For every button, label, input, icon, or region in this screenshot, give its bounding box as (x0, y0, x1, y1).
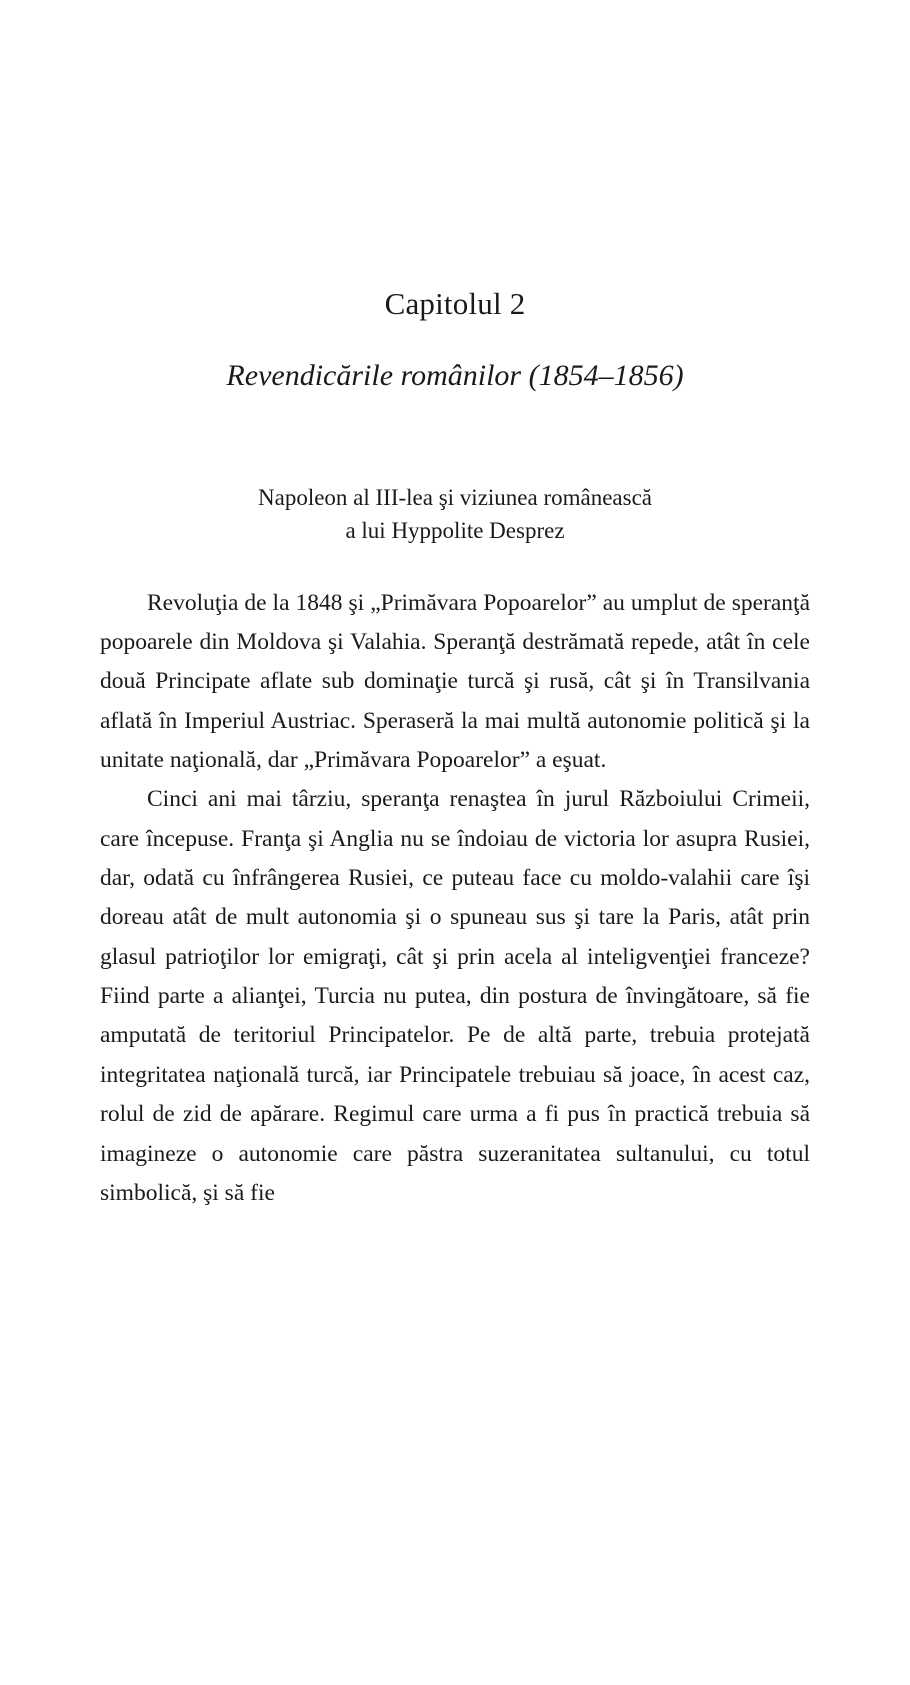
section-heading-line-2: a lui Hyppolite Desprez (345, 517, 565, 543)
document-page (0, 285, 910, 1685)
section-heading (100, 482, 810, 547)
paragraph: Cinci ani mai târziu, speranţa renaştea în jurul Războiului Crimeii, care începuse. Franţa şi Anglia nu se îndoiau de victoria lor asupra Rusiei, dar, odată cu înfrângerea Rusiei, ce puteau face cu moldo-valahii care îşi doreau atât de mult autonomia şi o spuneau sus şi tare la Paris, atât prin glasul patrioţilor lor emigraţi, cât şi prin acela al inteligvenţiei franceze? Fiind parte a alianţei, Turcia nu putea, din postura de învingătoare, să fie amputată de teritoriul Principatelor. Pe de altă parte, trebuia protejată integritatea naţională turcă, iar Principatele trebuiau să joace, în acest caz, rolul de zid de apărare. Regimul care urma a fi pus în practică trebuia să imagineze o autonomie care păstra suzeranitatea sultanului, cu totul simbolică, şi să fie (100, 786, 810, 1206)
paragraph: Revoluţia de la 1848 şi „Primăvara Popoarelor” au umplut de speranţă popoarele din Moldova şi Valahia. Speranţă destrămată repede, atât în cele două Principate aflate sub dominaţie turcă şi rusă, cât şi în Transilvania aflată în Imperiul Austriac. Speraseră la mai multă autonomie politică şi la unitate naţională, dar „Primăvara Popoarelor” a eşuat. (100, 589, 810, 773)
chapter-label: Capitolul 2 (384, 286, 526, 321)
section-heading-line-1: Napoleon al III-lea şi viziunea românească (258, 485, 652, 511)
chapter-title: Revendicările românilor (1854–1856) (226, 359, 684, 393)
body-text (100, 584, 810, 1214)
